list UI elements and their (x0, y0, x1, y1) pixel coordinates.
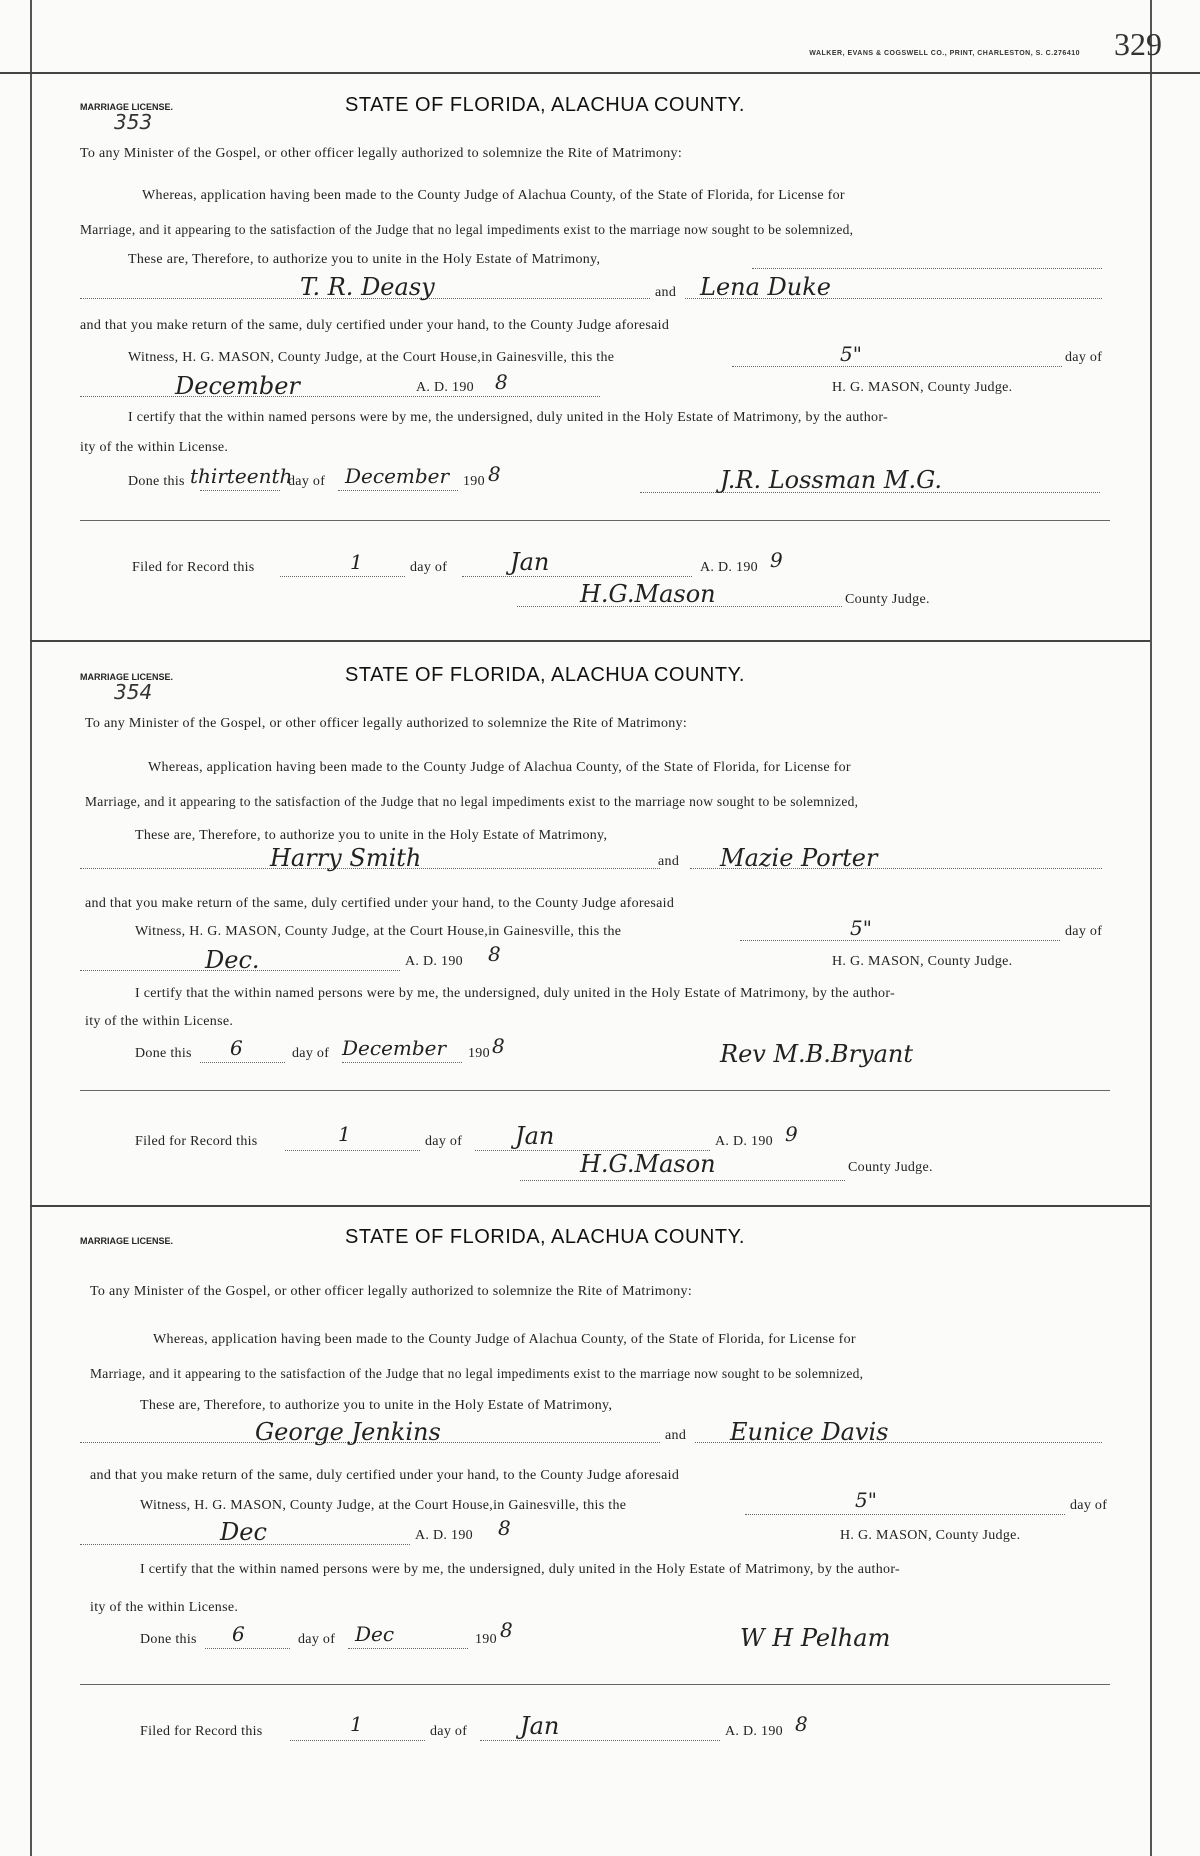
fill-line (342, 1062, 462, 1063)
year-label: 190 (468, 1046, 490, 1061)
address-line: To any Minister of the Gospel, or other officer legally authorized to solemnize the Rite of Matrimony: (80, 146, 683, 161)
done-day: 6 (230, 1036, 243, 1060)
ad-label: A. D. 190 (416, 380, 474, 395)
year-label: 190 (475, 1632, 497, 1647)
printer-imprint: WALKER, EVANS & COGSWELL CO., PRINT, CHARLESTON, S. C.276410 (809, 50, 1080, 57)
filed-label: Filed for Record this (132, 560, 255, 575)
whereas-line-1: Whereas, application having been made to the County Judge of Alachua County, of the State of Florida, for License for (142, 188, 845, 203)
done-month: December (342, 1036, 447, 1060)
groom-name: Harry Smith (270, 844, 422, 872)
filed-month: Jan (520, 1712, 560, 1740)
these-are-line: These are, Therefore, to authorize you to unite in the Holy Estate of Matrimony, (135, 828, 608, 843)
done-year: 8 (500, 1618, 513, 1642)
form-heading: STATE OF FLORIDA, ALACHUA COUNTY. (345, 1226, 745, 1248)
fill-line (745, 1514, 1065, 1515)
license-section-3 (80, 1226, 1108, 1828)
form-heading: STATE OF FLORIDA, ALACHUA COUNTY. (345, 94, 745, 116)
fill-line (752, 268, 1102, 269)
license-number: 353 (114, 110, 153, 134)
judge-signature-line: H. G. MASON, County Judge. (840, 1528, 1021, 1543)
and-word: and (655, 285, 677, 300)
done-year: 8 (488, 462, 501, 486)
certify-line-1: I certify that the within named persons were by me, the undersigned, duly united in the Holy Estate of Matrimony, by the author- (128, 410, 888, 425)
return-line: and that you make return of the same, duly certified under your hand, to the County Judge aforesaid (85, 896, 675, 911)
officiant-signature: J.R. Lossman M.G. (720, 466, 943, 494)
section-divider (80, 520, 1110, 521)
witness-year: 8 (498, 1516, 511, 1540)
and-word: and (665, 1428, 687, 1443)
day-of-short: day of (288, 474, 326, 489)
section-divider (80, 1684, 1110, 1685)
filed-month: Jan (510, 548, 550, 576)
witness-line: Witness, H. G. MASON, County Judge, at the Court House,in Gainesville, this the (140, 1498, 627, 1513)
whereas-line-2: Marriage, and it appearing to the satisfaction of the Judge that no legal impediments exist to the marriage now sought to be solemnized, (85, 794, 859, 809)
address-line: To any Minister of the Gospel, or other officer legally authorized to solemnize the Rite of Matrimony: (90, 1284, 693, 1299)
fill-line (280, 576, 405, 577)
certify-line-2: ity of the within License. (90, 1600, 239, 1615)
day-of-label: day of (1065, 924, 1103, 939)
fill-line (520, 1180, 845, 1181)
section-separator (30, 1205, 1150, 1207)
these-are-line: These are, Therefore, to authorize you to unite in the Holy Estate of Matrimony, (128, 252, 601, 267)
fill-line (290, 1740, 425, 1741)
section-divider (80, 1090, 1110, 1091)
fill-line (338, 490, 458, 491)
certify-line-2: ity of the within License. (85, 1014, 234, 1029)
and-word: and (658, 854, 680, 869)
license-section-1 (80, 90, 1105, 635)
filed-ad-label: A. D. 190 (700, 560, 758, 575)
filed-year: 8 (795, 1712, 808, 1736)
county-judge-label-2: County Judge. (848, 1160, 933, 1175)
fill-line (200, 490, 280, 491)
filed-label: Filed for Record this (135, 1134, 258, 1149)
filed-day-of: day of (410, 560, 448, 575)
witness-month: Dec (220, 1518, 267, 1546)
witness-month: Dec. (205, 946, 260, 974)
license-label: MARRIAGE LICENSE. (80, 672, 174, 682)
officiant-signature: W H Pelham (740, 1624, 891, 1652)
done-day: 6 (232, 1622, 245, 1646)
bride-name: Mazie Porter (720, 844, 878, 872)
done-this-label: Done this (140, 1632, 197, 1647)
ad-label: A. D. 190 (405, 954, 463, 969)
witness-day: 5" (850, 916, 872, 940)
fill-line (348, 1648, 468, 1649)
whereas-line-2: Marriage, and it appearing to the satisfaction of the Judge that no legal impediments exist to the marriage now sought to be solemnized, (80, 222, 854, 237)
done-year: 8 (492, 1034, 505, 1058)
whereas-line-2: Marriage, and it appearing to the satisfaction of the Judge that no legal impediments exist to the marriage now sought to be solemnized, (90, 1366, 864, 1381)
license-number: 354 (114, 680, 153, 704)
done-day: thirteenth (190, 464, 293, 488)
section-separator (30, 640, 1150, 642)
day-of-label: day of (1065, 350, 1103, 365)
form-heading: STATE OF FLORIDA, ALACHUA COUNTY. (345, 664, 745, 686)
license-label: MARRIAGE LICENSE. (80, 102, 174, 112)
page-number: 329 (1114, 26, 1162, 62)
witness-day: 5" (840, 342, 862, 366)
done-this-label: Done this (135, 1046, 192, 1061)
filed-day-of: day of (430, 1724, 468, 1739)
fill-line (462, 576, 692, 577)
day-of-short: day of (298, 1632, 336, 1647)
these-are-line: These are, Therefore, to authorize you to unite in the Holy Estate of Matrimony, (140, 1398, 613, 1413)
filed-year: 9 (770, 548, 783, 572)
year-label: 190 (463, 474, 485, 489)
groom-name: T. R. Deasy (300, 273, 435, 301)
certify-line-1: I certify that the within named persons were by me, the undersigned, duly united in the Holy Estate of Matrimony, by the author- (135, 986, 895, 1001)
fill-line (205, 1648, 290, 1649)
top-rule (0, 72, 1200, 74)
address-line: To any Minister of the Gospel, or other officer legally authorized to solemnize the Rite of Matrimony: (85, 716, 688, 731)
right-margin-rule (1150, 0, 1152, 1856)
whereas-line-1: Whereas, application having been made to the County Judge of Alachua County, of the State of Florida, for License for (153, 1332, 856, 1347)
ad-label: A. D. 190 (415, 1528, 473, 1543)
witness-year: 8 (495, 370, 508, 394)
witness-day: 5" (855, 1488, 877, 1512)
filed-day: 1 (350, 1712, 363, 1736)
fill-line (200, 1062, 285, 1063)
filed-ad-label: A. D. 190 (715, 1134, 773, 1149)
witness-year: 8 (488, 942, 501, 966)
filed-day: 1 (350, 550, 363, 574)
done-this-label: Done this (128, 474, 185, 489)
fill-line (80, 396, 600, 397)
groom-name: George Jenkins (255, 1418, 441, 1446)
day-of-label: day of (1070, 1498, 1108, 1513)
filed-label: Filed for Record this (140, 1724, 263, 1739)
filed-ad-label: A. D. 190 (725, 1724, 783, 1739)
left-margin-rule (30, 0, 32, 1856)
certify-line-1: I certify that the within named persons were by me, the undersigned, duly united in the Holy Estate of Matrimony, by the author- (140, 1562, 900, 1577)
license-section-2 (80, 664, 1105, 1168)
fill-line (480, 1740, 720, 1741)
judge-signature-line: H. G. MASON, County Judge. (832, 380, 1013, 395)
filed-signature-2: H.G.Mason (580, 1150, 716, 1178)
filed-day-of: day of (425, 1134, 463, 1149)
license-label: MARRIAGE LICENSE. (80, 1236, 174, 1246)
officiant-signature: Rev M.B.Bryant (720, 1040, 914, 1068)
fill-line (285, 1150, 420, 1151)
filed-year: 9 (785, 1122, 798, 1146)
return-line: and that you make return of the same, duly certified under your hand, to the County Judge aforesaid (80, 318, 670, 333)
certify-line-2: ity of the within License. (80, 440, 229, 455)
witness-line: Witness, H. G. MASON, County Judge, at the Court House,in Gainesville, this the (128, 350, 615, 365)
filed-day: 1 (338, 1122, 351, 1146)
bride-name: Lena Duke (700, 273, 831, 301)
witness-month: December (175, 372, 300, 400)
whereas-line-1: Whereas, application having been made to the County Judge of Alachua County, of the State of Florida, for License for (148, 760, 851, 775)
filed-month: Jan (515, 1122, 555, 1150)
fill-line (732, 366, 1062, 367)
return-line: and that you make return of the same, duly certified under your hand, to the County Judge aforesaid (90, 1468, 680, 1483)
fill-line (740, 940, 1060, 941)
witness-line: Witness, H. G. MASON, County Judge, at the Court House,in Gainesville, this the (135, 924, 622, 939)
judge-signature-line: H. G. MASON, County Judge. (832, 954, 1013, 969)
done-month: Dec (355, 1622, 395, 1646)
done-month: December (345, 464, 450, 488)
filed-signature: H.G.Mason (580, 580, 716, 608)
county-judge-label: County Judge. (845, 592, 930, 607)
day-of-short: day of (292, 1046, 330, 1061)
bride-name: Eunice Davis (730, 1418, 889, 1446)
